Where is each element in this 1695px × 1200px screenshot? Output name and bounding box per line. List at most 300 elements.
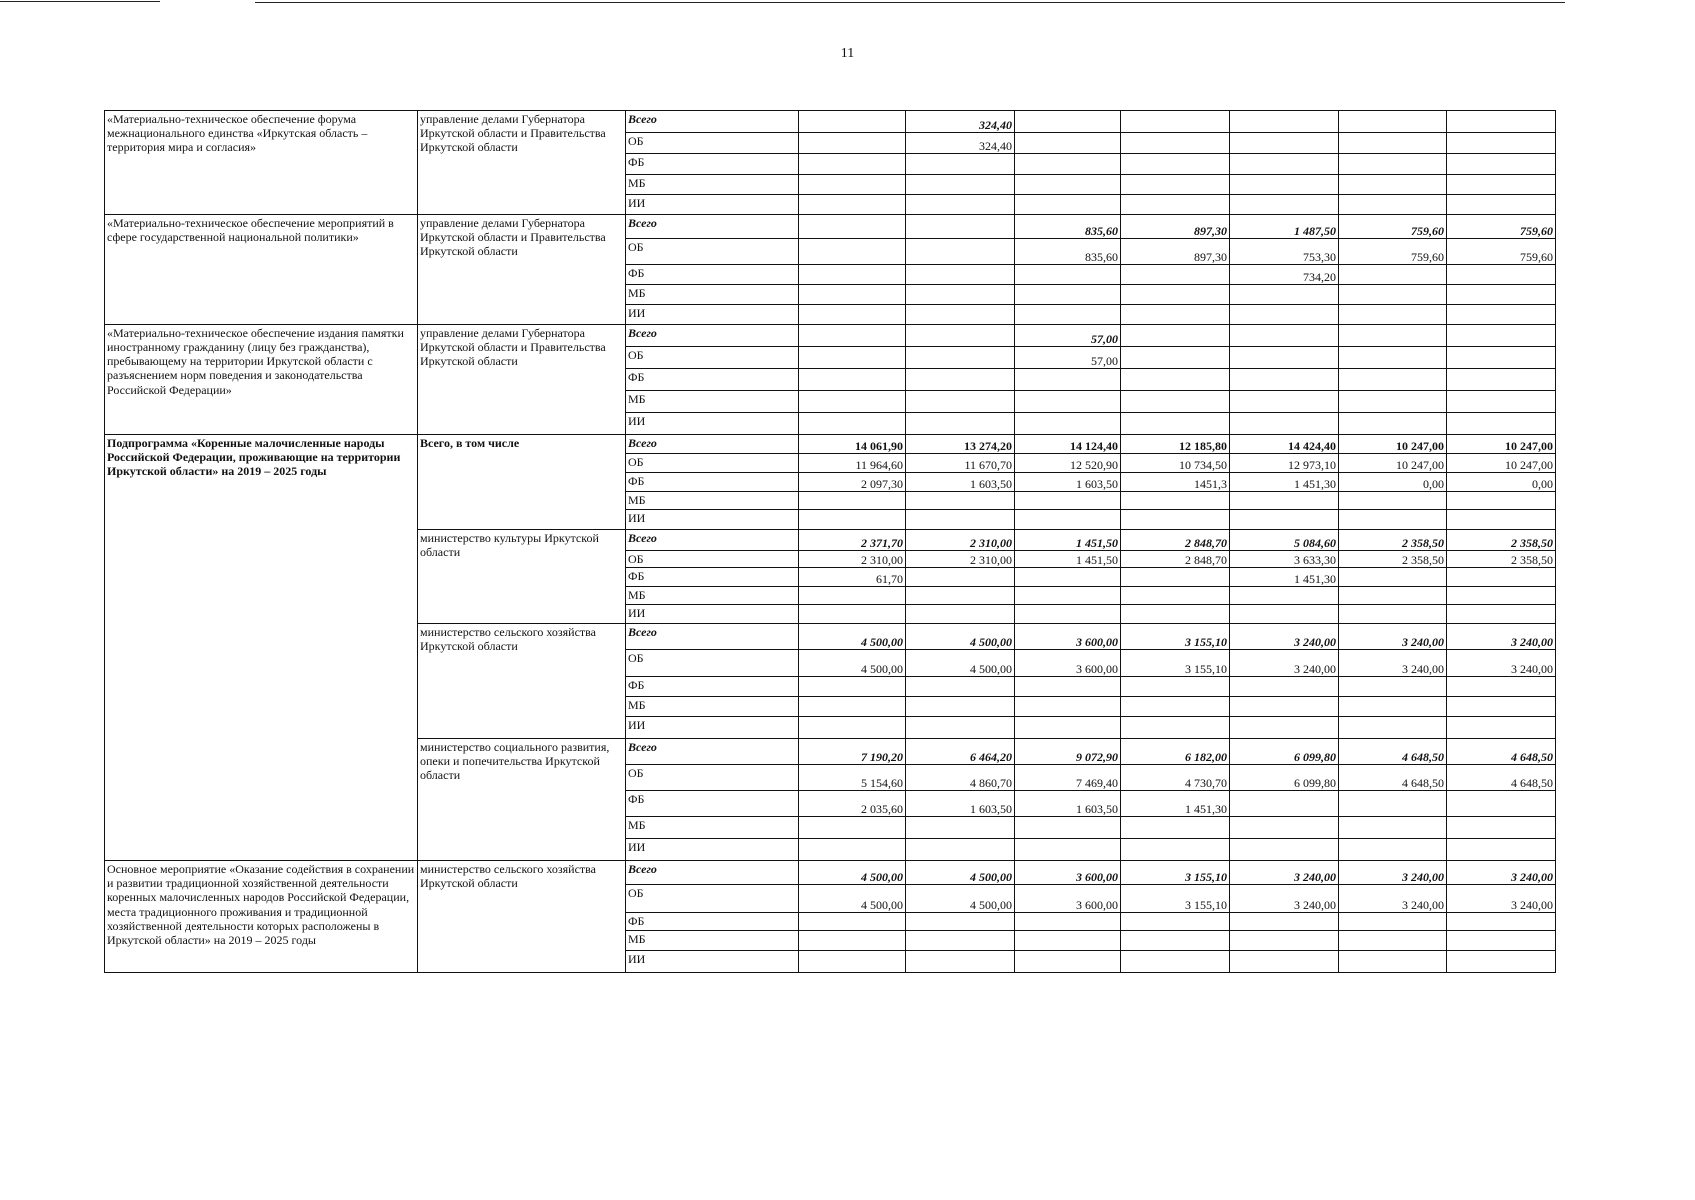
amount-cell — [906, 492, 1015, 510]
amount-cell — [799, 265, 906, 285]
amount-cell: 753,30 — [1230, 239, 1339, 265]
amount-cell: 734,20 — [1230, 265, 1339, 285]
amount-cell — [1447, 677, 1556, 697]
funding-source-cell: ФБ — [626, 913, 799, 931]
amount-cell — [799, 717, 906, 739]
amount-cell — [799, 587, 906, 605]
amount-cell: 3 240,00 — [1339, 885, 1447, 913]
amount-cell — [1230, 913, 1339, 931]
amount-cell — [1121, 133, 1230, 154]
funding-source-cell: МБ — [626, 391, 799, 413]
amount-cell: 4 500,00 — [906, 885, 1015, 913]
funding-source-cell: Всего — [626, 739, 799, 765]
amount-cell — [1339, 913, 1447, 931]
funding-source-cell: МБ — [626, 285, 799, 305]
funding-source-cell: МБ — [626, 931, 799, 951]
amount-cell — [906, 587, 1015, 605]
amount-cell: 6 099,80 — [1230, 765, 1339, 791]
funding-source-cell: ИИ — [626, 510, 799, 530]
amount-cell — [1230, 677, 1339, 697]
amount-cell: 1 603,50 — [906, 791, 1015, 817]
amount-cell — [1339, 195, 1447, 215]
amount-cell — [1447, 133, 1556, 154]
amount-cell — [1339, 839, 1447, 861]
funding-source-cell: Всего — [626, 325, 799, 347]
funding-source-cell: ФБ — [626, 473, 799, 492]
amount-cell: 4 500,00 — [799, 885, 906, 913]
amount-cell: 5 084,60 — [1230, 530, 1339, 551]
amount-cell — [799, 492, 906, 510]
amount-cell — [1339, 587, 1447, 605]
amount-cell — [1015, 133, 1121, 154]
amount-cell: 6 099,80 — [1230, 739, 1339, 765]
amount-cell — [1230, 133, 1339, 154]
amount-cell — [799, 697, 906, 717]
amount-cell: 0,00 — [1447, 473, 1556, 492]
amount-cell — [1339, 568, 1447, 587]
amount-cell — [1015, 817, 1121, 839]
program-name-cell: «Материально-техническое обеспечение форума межнационального единства «Иркутская область – территория мира и согласия» — [105, 111, 418, 215]
amount-cell: 2 097,30 — [799, 473, 906, 492]
amount-cell — [906, 605, 1015, 624]
amount-cell — [1447, 568, 1556, 587]
amount-cell — [1015, 154, 1121, 175]
program-name-cell: Основное мероприятие «Оказание содействия в сохранении и развитии традиционной хозяйственной деятельности коренных малочисленных народов Российской Федерации, места традиционного проживания и традиционной хозяйственной деятельности которых расположены в Иркутской области» на 2019 – 2025 годы — [105, 861, 418, 973]
amount-cell — [906, 347, 1015, 369]
amount-cell — [1339, 605, 1447, 624]
amount-cell — [1447, 605, 1556, 624]
amount-cell: 3 240,00 — [1447, 861, 1556, 885]
amount-cell — [1015, 839, 1121, 861]
amount-cell — [1015, 369, 1121, 391]
amount-cell — [1015, 587, 1121, 605]
funding-source-cell: МБ — [626, 697, 799, 717]
amount-cell — [906, 510, 1015, 530]
amount-cell — [1015, 492, 1121, 510]
amount-cell — [906, 265, 1015, 285]
amount-cell: 2 358,50 — [1447, 551, 1556, 568]
amount-cell — [1339, 154, 1447, 175]
amount-cell — [1230, 587, 1339, 605]
amount-cell: 12 973,10 — [1230, 454, 1339, 473]
funding-source-cell: ОБ — [626, 650, 799, 677]
amount-cell — [1015, 913, 1121, 931]
amount-cell: 10 247,00 — [1339, 454, 1447, 473]
amount-cell — [1447, 791, 1556, 817]
amount-cell: 1 451,30 — [1230, 568, 1339, 587]
amount-cell — [906, 325, 1015, 347]
amount-cell — [1230, 305, 1339, 325]
amount-cell — [799, 677, 906, 697]
amount-cell: 5 154,60 — [799, 765, 906, 791]
amount-cell: 12 185,80 — [1121, 435, 1230, 454]
amount-cell: 10 247,00 — [1339, 435, 1447, 454]
funding-source-cell: ОБ — [626, 239, 799, 265]
amount-cell — [1121, 951, 1230, 973]
amount-cell: 3 240,00 — [1230, 650, 1339, 677]
amount-cell — [1015, 717, 1121, 739]
program-name-cell: «Материально-техническое обеспечение издания памятки иностранному гражданину (лицу без гражданства), пребывающему на территории Иркутской области с разъяснением норм поведения и законодательства Российской Федерации» — [105, 325, 418, 435]
amount-cell: 3 240,00 — [1447, 650, 1556, 677]
amount-cell — [1230, 175, 1339, 195]
amount-cell: 2 310,00 — [799, 551, 906, 568]
amount-cell: 835,60 — [1015, 239, 1121, 265]
amount-cell: 897,30 — [1121, 239, 1230, 265]
amount-cell — [1230, 817, 1339, 839]
funding-source-cell: ФБ — [626, 568, 799, 587]
amount-cell — [1447, 839, 1556, 861]
amount-cell — [1015, 111, 1121, 133]
amount-cell — [799, 913, 906, 931]
amount-cell — [1339, 951, 1447, 973]
amount-cell: 835,60 — [1015, 215, 1121, 239]
amount-cell — [1339, 305, 1447, 325]
amount-cell — [1339, 677, 1447, 697]
amount-cell: 2 848,70 — [1121, 551, 1230, 568]
funding-source-cell: ИИ — [626, 605, 799, 624]
executor-cell: управление делами Губернатора Иркутской области и Правительства Иркутской области — [418, 111, 626, 215]
funding-source-cell: МБ — [626, 492, 799, 510]
amount-cell: 7 190,20 — [799, 739, 906, 765]
amount-cell — [1121, 305, 1230, 325]
amount-cell: 13 274,20 — [906, 435, 1015, 454]
amount-cell — [1121, 265, 1230, 285]
amount-cell — [799, 817, 906, 839]
amount-cell: 4 500,00 — [906, 861, 1015, 885]
amount-cell: 3 240,00 — [1230, 624, 1339, 650]
amount-cell — [1230, 111, 1339, 133]
amount-cell — [1230, 931, 1339, 951]
amount-cell — [1015, 175, 1121, 195]
amount-cell — [906, 677, 1015, 697]
funding-source-cell: ОБ — [626, 454, 799, 473]
amount-cell: 9 072,90 — [1015, 739, 1121, 765]
amount-cell — [1230, 285, 1339, 305]
amount-cell — [906, 195, 1015, 215]
amount-cell — [1230, 510, 1339, 530]
amount-cell: 6 182,00 — [1121, 739, 1230, 765]
amount-cell: 324,40 — [906, 111, 1015, 133]
amount-cell — [1121, 839, 1230, 861]
amount-cell: 1 451,50 — [1015, 530, 1121, 551]
funding-source-cell: Всего — [626, 435, 799, 454]
amount-cell — [799, 369, 906, 391]
amount-cell: 10 247,00 — [1447, 454, 1556, 473]
amount-cell — [799, 195, 906, 215]
amount-cell — [799, 154, 906, 175]
amount-cell — [1121, 931, 1230, 951]
amount-cell — [906, 951, 1015, 973]
amount-cell: 4 648,50 — [1339, 765, 1447, 791]
amount-cell: 759,60 — [1447, 239, 1556, 265]
amount-cell — [1121, 913, 1230, 931]
amount-cell — [1447, 347, 1556, 369]
amount-cell — [906, 717, 1015, 739]
amount-cell — [799, 510, 906, 530]
amount-cell — [1230, 347, 1339, 369]
amount-cell — [1447, 913, 1556, 931]
amount-cell: 2 358,50 — [1447, 530, 1556, 551]
amount-cell: 4 730,70 — [1121, 765, 1230, 791]
amount-cell — [1230, 492, 1339, 510]
amount-cell — [799, 931, 906, 951]
funding-source-cell: ФБ — [626, 154, 799, 175]
amount-cell: 3 155,10 — [1121, 650, 1230, 677]
table-row — [105, 215, 1556, 239]
amount-cell — [1015, 391, 1121, 413]
program-name-cell: «Материально-техническое обеспечение мероприятий в сфере государственной национальной политики» — [105, 215, 418, 325]
amount-cell: 4 500,00 — [906, 650, 1015, 677]
amount-cell — [906, 215, 1015, 239]
amount-cell: 4 648,50 — [1447, 765, 1556, 791]
executor-cell: управление делами Губернатора Иркутской области и Правительства Иркутской области — [418, 215, 626, 325]
amount-cell: 3 240,00 — [1230, 885, 1339, 913]
amount-cell — [1121, 605, 1230, 624]
amount-cell — [906, 913, 1015, 931]
amount-cell: 12 520,90 — [1015, 454, 1121, 473]
amount-cell — [1447, 305, 1556, 325]
funding-source-cell: ИИ — [626, 839, 799, 861]
amount-cell: 14 061,90 — [799, 435, 906, 454]
amount-cell: 1 603,50 — [1015, 791, 1121, 817]
amount-cell — [906, 413, 1015, 435]
amount-cell: 3 600,00 — [1015, 885, 1121, 913]
amount-cell — [1230, 369, 1339, 391]
amount-cell — [1339, 369, 1447, 391]
amount-cell — [799, 175, 906, 195]
amount-cell — [1339, 510, 1447, 530]
funding-source-cell: Всего — [626, 624, 799, 650]
amount-cell: 3 240,00 — [1339, 624, 1447, 650]
amount-cell — [1121, 587, 1230, 605]
amount-cell — [1230, 839, 1339, 861]
amount-cell — [906, 817, 1015, 839]
amount-cell: 61,70 — [799, 568, 906, 587]
amount-cell — [1121, 325, 1230, 347]
funding-source-cell: Всего — [626, 530, 799, 551]
amount-cell — [1339, 325, 1447, 347]
funding-source-cell: ФБ — [626, 677, 799, 697]
amount-cell: 1 451,50 — [1015, 551, 1121, 568]
amount-cell: 897,30 — [1121, 215, 1230, 239]
amount-cell — [1015, 285, 1121, 305]
amount-cell: 4 648,50 — [1447, 739, 1556, 765]
amount-cell — [1447, 391, 1556, 413]
amount-cell — [1121, 697, 1230, 717]
funding-source-cell: ФБ — [626, 265, 799, 285]
funding-source-cell: ОБ — [626, 347, 799, 369]
funding-source-cell: ОБ — [626, 765, 799, 791]
amount-cell — [1339, 285, 1447, 305]
amount-cell — [1339, 817, 1447, 839]
funding-source-cell: ОБ — [626, 551, 799, 568]
amount-cell: 3 240,00 — [1447, 885, 1556, 913]
amount-cell: 0,00 — [1339, 473, 1447, 492]
amount-cell: 2 358,50 — [1339, 551, 1447, 568]
amount-cell — [799, 215, 906, 239]
amount-cell: 10 247,00 — [1447, 435, 1556, 454]
amount-cell — [1121, 154, 1230, 175]
amount-cell — [1447, 587, 1556, 605]
amount-cell — [799, 111, 906, 133]
funding-source-cell: ИИ — [626, 413, 799, 435]
amount-cell — [906, 568, 1015, 587]
amount-cell — [1121, 195, 1230, 215]
funding-source-cell: ОБ — [626, 885, 799, 913]
amount-cell: 2 035,60 — [799, 791, 906, 817]
amount-cell — [1230, 951, 1339, 973]
amount-cell — [799, 305, 906, 325]
amount-cell — [1230, 605, 1339, 624]
amount-cell: 11 964,60 — [799, 454, 906, 473]
funding-source-cell: МБ — [626, 817, 799, 839]
amount-cell — [1339, 133, 1447, 154]
amount-cell — [1121, 413, 1230, 435]
amount-cell — [1121, 492, 1230, 510]
amount-cell — [1339, 413, 1447, 435]
scan-edge-line — [0, 1, 160, 2]
amount-cell: 4 500,00 — [799, 624, 906, 650]
amount-cell — [1447, 325, 1556, 347]
amount-cell — [1447, 265, 1556, 285]
amount-cell — [1447, 111, 1556, 133]
amount-cell: 14 424,40 — [1230, 435, 1339, 454]
amount-cell — [1447, 195, 1556, 215]
amount-cell — [1339, 697, 1447, 717]
amount-cell — [1230, 413, 1339, 435]
amount-cell: 324,40 — [906, 133, 1015, 154]
amount-cell — [1230, 791, 1339, 817]
amount-cell: 3 633,30 — [1230, 551, 1339, 568]
amount-cell: 3 240,00 — [1339, 650, 1447, 677]
amount-cell — [1230, 154, 1339, 175]
program-name-cell: Подпрограмма «Коренные малочисленные народы Российской Федерации, проживающие на территории Иркутской области» на 2019 – 2025 годы — [105, 435, 418, 861]
table-row — [105, 325, 1556, 347]
amount-cell — [1121, 285, 1230, 305]
amount-cell — [1447, 697, 1556, 717]
amount-cell: 4 500,00 — [906, 624, 1015, 650]
amount-cell — [1230, 325, 1339, 347]
amount-cell — [799, 413, 906, 435]
amount-cell — [799, 839, 906, 861]
amount-cell: 3 155,10 — [1121, 624, 1230, 650]
executor-cell: Всего, в том числе — [418, 435, 626, 530]
amount-cell: 3 600,00 — [1015, 624, 1121, 650]
amount-cell — [1121, 347, 1230, 369]
amount-cell: 3 155,10 — [1121, 885, 1230, 913]
amount-cell — [1339, 717, 1447, 739]
funding-source-cell: ОБ — [626, 133, 799, 154]
amount-cell: 1 451,30 — [1230, 473, 1339, 492]
amount-cell — [906, 154, 1015, 175]
funding-source-cell: МБ — [626, 587, 799, 605]
amount-cell: 1 487,50 — [1230, 215, 1339, 239]
amount-cell — [799, 133, 906, 154]
amount-cell: 1 451,30 — [1121, 791, 1230, 817]
amount-cell: 57,00 — [1015, 347, 1121, 369]
amount-cell — [1339, 175, 1447, 195]
amount-cell: 6 464,20 — [906, 739, 1015, 765]
amount-cell — [1121, 717, 1230, 739]
amount-cell — [1015, 677, 1121, 697]
amount-cell — [1339, 265, 1447, 285]
amount-cell — [1230, 697, 1339, 717]
funding-source-cell: ИИ — [626, 195, 799, 215]
amount-cell: 7 469,40 — [1015, 765, 1121, 791]
amount-cell: 1451,3 — [1121, 473, 1230, 492]
amount-cell — [1230, 391, 1339, 413]
funding-source-cell: МБ — [626, 175, 799, 195]
amount-cell — [1339, 931, 1447, 951]
amount-cell — [1447, 717, 1556, 739]
funding-source-cell: Всего — [626, 111, 799, 133]
amount-cell — [1230, 195, 1339, 215]
amount-cell — [1015, 510, 1121, 530]
page-number: 11 — [840, 46, 855, 61]
amount-cell: 2 310,00 — [906, 551, 1015, 568]
amount-cell: 4 500,00 — [799, 861, 906, 885]
amount-cell — [1339, 111, 1447, 133]
amount-cell — [906, 305, 1015, 325]
amount-cell — [1121, 369, 1230, 391]
amount-cell — [1230, 717, 1339, 739]
amount-cell — [1447, 413, 1556, 435]
amount-cell: 759,60 — [1339, 239, 1447, 265]
amount-cell — [1121, 817, 1230, 839]
amount-cell — [1447, 285, 1556, 305]
table-row — [105, 435, 1556, 454]
amount-cell: 11 670,70 — [906, 454, 1015, 473]
amount-cell — [799, 391, 906, 413]
amount-cell — [906, 239, 1015, 265]
amount-cell — [906, 697, 1015, 717]
amount-cell — [1015, 605, 1121, 624]
amount-cell — [1121, 677, 1230, 697]
amount-cell — [906, 839, 1015, 861]
amount-cell: 3 155,10 — [1121, 861, 1230, 885]
amount-cell — [1121, 391, 1230, 413]
amount-cell — [1447, 510, 1556, 530]
funding-source-cell: ИИ — [626, 305, 799, 325]
amount-cell: 2 848,70 — [1121, 530, 1230, 551]
amount-cell — [1339, 492, 1447, 510]
amount-cell — [1447, 951, 1556, 973]
amount-cell: 759,60 — [1339, 215, 1447, 239]
amount-cell: 4 860,70 — [906, 765, 1015, 791]
amount-cell — [906, 931, 1015, 951]
funding-source-cell: ФБ — [626, 369, 799, 391]
amount-cell — [1447, 175, 1556, 195]
amount-cell — [1015, 931, 1121, 951]
amount-cell — [906, 369, 1015, 391]
amount-cell — [1447, 817, 1556, 839]
amount-cell: 4 500,00 — [799, 650, 906, 677]
amount-cell — [1015, 305, 1121, 325]
funding-source-cell: ИИ — [626, 951, 799, 973]
amount-cell: 10 734,50 — [1121, 454, 1230, 473]
amount-cell — [906, 175, 1015, 195]
amount-cell — [1015, 413, 1121, 435]
executor-cell: министерство культуры Иркутской области — [418, 530, 626, 624]
amount-cell: 57,00 — [1015, 325, 1121, 347]
amount-cell: 759,60 — [1447, 215, 1556, 239]
amount-cell: 1 603,50 — [1015, 473, 1121, 492]
amount-cell: 14 124,40 — [1015, 435, 1121, 454]
amount-cell — [799, 239, 906, 265]
executor-cell: министерство сельского хозяйства Иркутской области — [418, 624, 626, 739]
amount-cell — [1447, 492, 1556, 510]
amount-cell: 4 648,50 — [1339, 739, 1447, 765]
